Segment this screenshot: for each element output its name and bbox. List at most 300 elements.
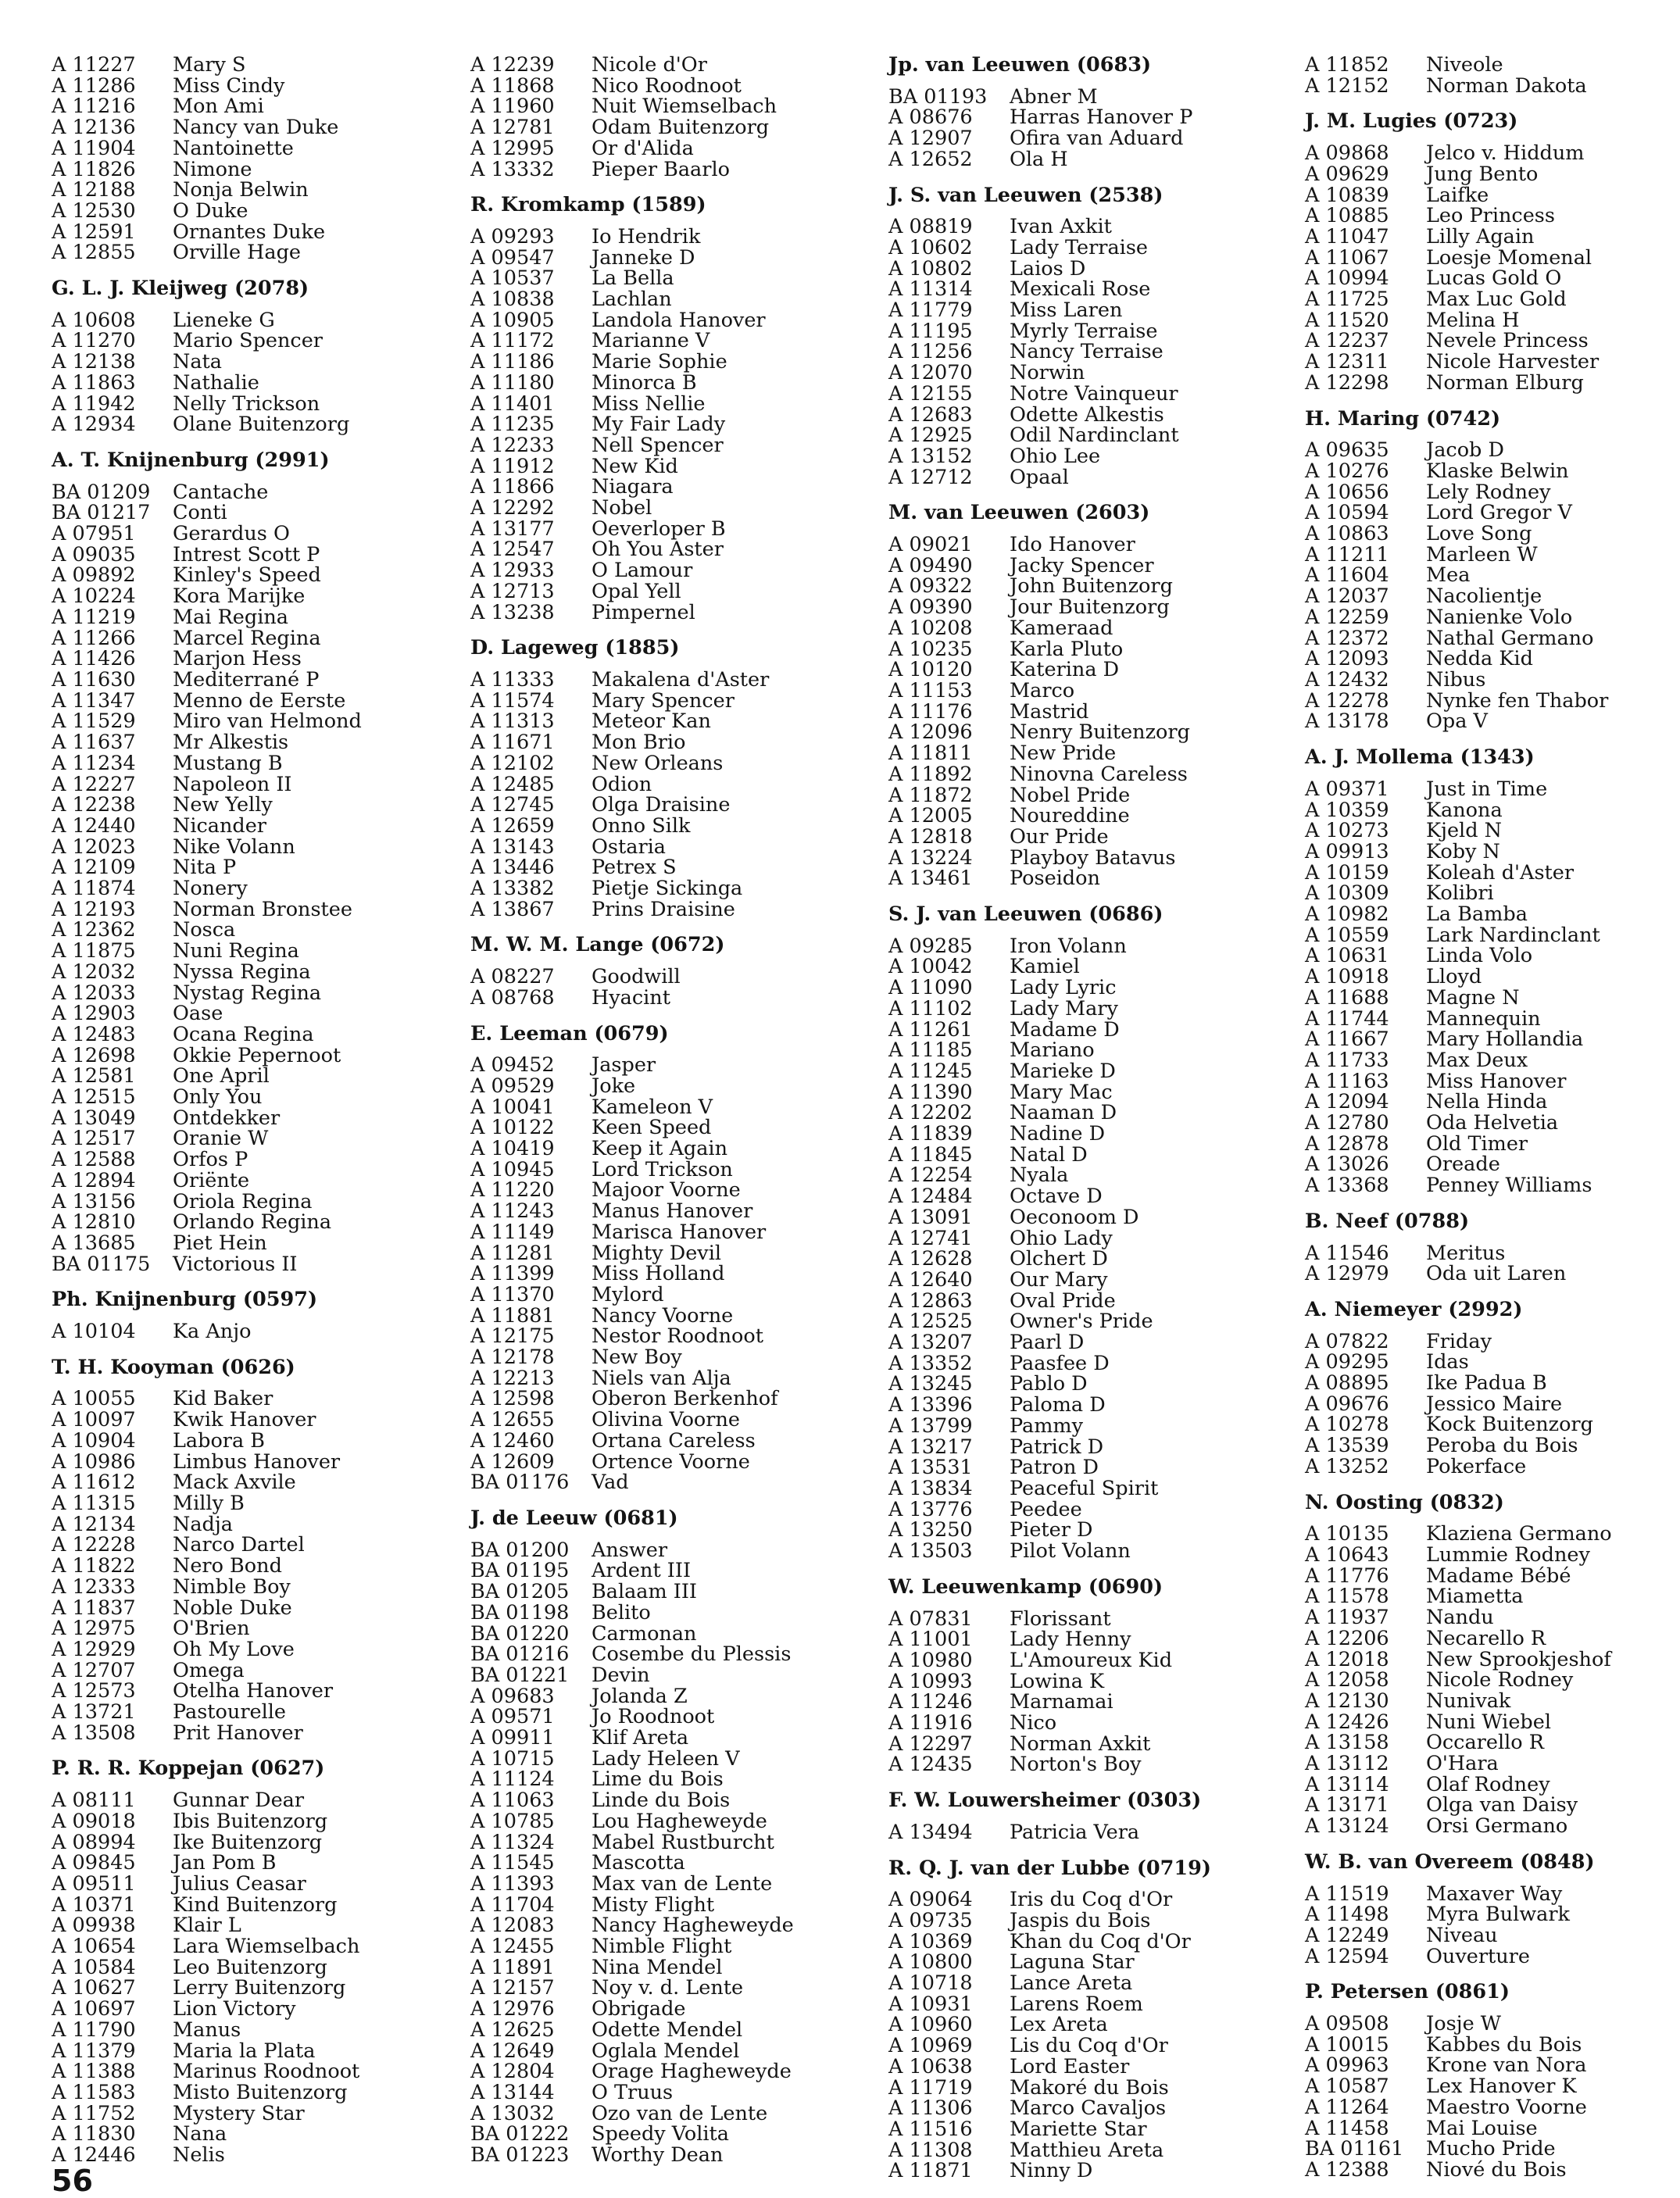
horse-name: Nimble Boy <box>173 1574 291 1599</box>
registry-entry <box>52 1871 330 1896</box>
horse-name: Madame D <box>1010 1017 1120 1042</box>
registry-entry <box>888 84 1211 109</box>
registry-entry <box>888 1267 1211 1292</box>
horse-name: O'Brien <box>173 1617 250 1641</box>
registry-entry <box>1305 143 1595 164</box>
registration-number: A 11227 <box>52 53 136 77</box>
registry-entry <box>888 1910 1211 1932</box>
registration-number: A 12206 <box>1305 1626 1389 1650</box>
horse-name: Mea <box>1426 563 1471 588</box>
horse-name: Lark Nardinclant <box>1426 923 1600 947</box>
registration-number: A 12005 <box>888 804 973 828</box>
registration-number: A 12652 <box>888 147 973 171</box>
registry-entry <box>470 498 724 519</box>
registration-number: A 11067 <box>1305 245 1389 270</box>
registration-number: A 12594 <box>1305 1944 1389 1968</box>
registry-entry <box>52 649 330 670</box>
registration-number: A 12903 <box>52 1002 136 1026</box>
registration-number: A 10802 <box>888 256 973 281</box>
registry-entry <box>888 1713 1211 1734</box>
registration-number: A 10135 <box>1305 1522 1389 1546</box>
horse-name: Friday <box>1426 1329 1492 1353</box>
registry-entry <box>888 1228 1211 1249</box>
horse-name: Ike Buitenzorg <box>173 1830 323 1854</box>
registration-number: A 12298 <box>1305 370 1389 395</box>
registry-entry <box>52 1449 341 1474</box>
registry-entry <box>52 837 330 858</box>
registry-entry <box>52 2080 348 2104</box>
horse-name: My Fair Lady <box>592 413 726 437</box>
registration-number: BA 01209 <box>52 480 151 504</box>
horse-name: Owner's Pride <box>1010 1310 1153 1334</box>
registration-number: A 12446 <box>52 2143 136 2168</box>
registration-number: A 12745 <box>470 793 555 817</box>
registry-entry <box>52 1832 330 1853</box>
registry-entry <box>888 1332 1211 1353</box>
registry-entry <box>470 857 724 878</box>
horse-name: Octave D <box>1010 1185 1103 1209</box>
horse-name: Kind Buitenzorg <box>173 1892 338 1917</box>
horse-name: Lely Rodney <box>1426 480 1551 504</box>
registration-number: A 12780 <box>1305 1111 1389 1135</box>
registry-entry <box>1305 923 1600 947</box>
registry-entry <box>888 1082 1211 1103</box>
registration-number: A 12083 <box>470 1914 555 1938</box>
horse-name: Jaspis du Bois <box>1010 1908 1151 1932</box>
registration-number: A 10918 <box>1305 965 1389 989</box>
registration-number: A 13539 <box>1305 1434 1389 1458</box>
registration-number: A 10931 <box>888 1992 973 2016</box>
registration-number: A 13503 <box>888 1539 973 1564</box>
horse-name: Mai Regina <box>173 605 288 629</box>
horse-name: Nystag Regina <box>173 981 322 1005</box>
owner-header: M. van Leeuwen (2603) <box>888 501 1150 525</box>
registration-number: BA 01161 <box>1305 2137 1404 2161</box>
registry-entry <box>888 128 1211 149</box>
registration-number: A 10224 <box>52 584 136 609</box>
registration-number: A 12440 <box>52 813 136 838</box>
registry-entry <box>470 985 724 1010</box>
horse-name: Orage Hagheweyde <box>592 2060 792 2084</box>
registry-entry <box>52 1087 330 1108</box>
registry-entry <box>1305 1373 1595 1394</box>
registry-entry <box>1305 268 1595 289</box>
registration-number: A 10055 <box>52 1387 136 1411</box>
horse-name: Nike Volann <box>173 835 295 859</box>
horse-name: Nico Roodnoot <box>592 73 742 98</box>
horse-name: Lord Gregor V <box>1426 501 1572 525</box>
horse-name: Ouverture <box>1426 1944 1530 1968</box>
registration-number: A 10994 <box>1305 266 1389 291</box>
horse-name: Labora B <box>173 1428 266 1453</box>
registry-entry <box>888 1103 1211 1124</box>
column-1 <box>52 53 362 2168</box>
registry-entry <box>52 2020 330 2041</box>
horse-name: Ocana Regina <box>173 1022 314 1046</box>
registry-entry <box>52 1976 346 2000</box>
horse-name: Petrex S <box>592 856 677 880</box>
registration-number: A 12979 <box>1305 1262 1389 1286</box>
registration-number: A 11529 <box>52 709 136 734</box>
horse-name: Pimpernel <box>592 600 695 624</box>
registry-entry <box>1305 945 1595 967</box>
registration-number: BA 01193 <box>888 84 988 109</box>
owner-header: J. de Leeuw (0681) <box>470 1506 678 1530</box>
registration-number: A 11347 <box>52 688 136 713</box>
horse-name: Milly B <box>173 1492 245 1515</box>
horse-name: Conti <box>173 501 227 525</box>
registration-number: A 09938 <box>52 1914 136 1938</box>
registration-number: A 12333 <box>52 1574 136 1599</box>
registration-number: A 10419 <box>470 1137 555 1161</box>
page-number: 56 <box>52 2164 93 2198</box>
registration-number: A 11211 <box>1305 542 1389 566</box>
registry-entry <box>470 2039 740 2063</box>
horse-name: Norwin <box>1010 361 1085 385</box>
registration-number: A 09892 <box>52 563 136 588</box>
horse-name: Norman Dakota <box>1426 73 1587 98</box>
horse-name: Harras Hanover P <box>1010 105 1193 130</box>
horse-name: Nanienke Volo <box>1426 605 1573 629</box>
registration-number: A 13143 <box>470 835 555 859</box>
registry-entry <box>52 1790 330 1811</box>
horse-name: Napoleon II <box>173 772 292 796</box>
registration-number: A 12228 <box>52 1533 136 1557</box>
registry-entry <box>888 743 1211 764</box>
registration-number: A 09676 <box>1305 1392 1389 1416</box>
registry-entry <box>888 764 1211 785</box>
horse-name: Joke <box>592 1074 636 1098</box>
registry-entry <box>52 1233 330 1254</box>
registration-number: A 13834 <box>888 1477 973 1500</box>
registry-entry <box>888 845 1211 870</box>
registration-number: A 12741 <box>888 1226 973 1250</box>
registry-entry <box>470 350 727 374</box>
registration-number: BA 01176 <box>470 1471 570 1495</box>
owner-header: Jp. van Leeuwen (0683) <box>888 53 1152 77</box>
registry-entry <box>52 897 352 921</box>
registration-number: A 12033 <box>52 981 136 1005</box>
registration-number: A 12175 <box>470 1324 555 1349</box>
horse-name: Khan du Coq d'Or <box>1010 1929 1191 1953</box>
registration-number: A 13112 <box>1305 1752 1389 1776</box>
horse-name: Noble Duke <box>173 1596 292 1620</box>
registry-entry <box>888 1822 1211 1843</box>
registration-number: A 09735 <box>888 1908 973 1932</box>
horse-name: Marie Sophie <box>592 350 727 374</box>
horse-name: Lance Areta <box>1010 1971 1133 1996</box>
horse-name: Madame Bébé <box>1426 1564 1571 1588</box>
registration-number: A 11578 <box>1305 1585 1389 1609</box>
registry-entry <box>470 581 724 602</box>
registration-number: A 13721 <box>52 1700 136 1724</box>
registration-number: A 12804 <box>470 2060 555 2084</box>
horse-name: Norton's Boy <box>1010 1753 1142 1777</box>
registry-entry <box>1305 164 1595 185</box>
registration-number: A 12096 <box>888 720 973 745</box>
horse-name: Ohio Lee <box>1010 444 1101 468</box>
horse-name: Julius Ceasar <box>173 1871 306 1896</box>
registry-entry <box>470 539 724 560</box>
registration-number: A 12934 <box>52 413 136 437</box>
registry-entry <box>52 1598 330 1619</box>
registry-entry <box>470 711 724 732</box>
registry-entry <box>470 688 735 713</box>
horse-name: Oriënte <box>173 1168 250 1192</box>
horse-name: Janneke D <box>592 245 695 270</box>
horse-name: Jasper <box>592 1053 656 1078</box>
horse-name: Kabbes du Bois <box>1426 2032 1582 2057</box>
registry-entry <box>888 1416 1211 1437</box>
registration-number: A 13776 <box>888 1497 973 1521</box>
horse-name: Magne N <box>1426 985 1520 1010</box>
registration-number: A 11370 <box>470 1282 555 1306</box>
horse-name: Lady Terraise <box>1010 235 1149 259</box>
registration-number: A 12155 <box>888 381 973 406</box>
horse-name: Mabel Rustburcht <box>592 1830 774 1854</box>
registration-number: A 11519 <box>1305 1882 1389 1906</box>
registration-number: A 11516 <box>888 2117 973 2141</box>
horse-name: Manus Hanover <box>592 1199 753 1224</box>
registration-number: A 12659 <box>470 813 555 838</box>
horse-name: Peroba du Bois <box>1426 1434 1578 1458</box>
horse-name: Worthy Dean <box>592 2143 724 2168</box>
registration-number: A 13368 <box>1305 1174 1389 1198</box>
registry-entry <box>470 1324 763 1349</box>
horse-name: Nuni Regina <box>173 939 299 963</box>
registration-number: A 12278 <box>1305 688 1389 713</box>
registration-number: A 11845 <box>888 1142 973 1167</box>
registry-entry <box>1305 1628 1595 1649</box>
registration-number: A 11243 <box>470 1199 555 1224</box>
registration-number: A 12609 <box>470 1449 555 1474</box>
registration-number: A 10643 <box>1305 1543 1389 1567</box>
horse-name: Lou Hagheweyde <box>592 1809 767 1833</box>
horse-name: Linda Volo <box>1426 944 1533 968</box>
registry-entry <box>888 1186 1211 1207</box>
horse-name: Intrest Scott P <box>173 542 320 566</box>
registration-number: BA 01222 <box>470 2122 570 2146</box>
registration-number: BA 01195 <box>470 1559 570 1583</box>
registration-number: A 13032 <box>470 2101 555 2125</box>
registration-number: A 11246 <box>888 1690 973 1714</box>
horse-name: Nicander <box>173 813 266 838</box>
registration-number: A 12249 <box>1305 1923 1389 1947</box>
registration-number: A 11719 <box>888 2075 973 2100</box>
horse-name: New Pride <box>1010 742 1117 766</box>
registration-number: A 11892 <box>888 762 973 786</box>
horse-name: Oase <box>173 1002 223 1026</box>
registry-entry <box>470 1789 731 1813</box>
owner-header: W. Leeuwenkamp (0690) <box>888 1574 1163 1599</box>
registration-number: A 09035 <box>52 542 136 566</box>
horse-name: Lady Lyric <box>1010 976 1117 1000</box>
horse-name: Poseidon <box>1010 867 1100 891</box>
registry-entry <box>470 1199 753 1224</box>
registration-number: A 09845 <box>52 1851 136 1875</box>
registry-entry <box>470 1746 740 1771</box>
horse-name: Nicole Harvester <box>1426 350 1600 374</box>
registry-entry <box>52 813 330 838</box>
registry-entry <box>888 576 1211 597</box>
registry-entry <box>52 1189 330 1213</box>
registry-entry <box>52 1556 330 1577</box>
registration-number: A 11245 <box>888 1059 973 1083</box>
registry-entry <box>52 1723 330 1744</box>
horse-name: Olga Draisine <box>592 793 731 817</box>
registry-entry <box>470 391 724 416</box>
registry-entry <box>470 1871 773 1896</box>
owner-header: P. R. R. Koppejan (0627) <box>52 1757 325 1781</box>
registration-number: A 11872 <box>888 783 973 807</box>
registration-number: A 09963 <box>1305 2053 1389 2078</box>
registration-number: A 13207 <box>888 1331 973 1355</box>
registry-entry <box>470 245 724 270</box>
registration-number: A 11315 <box>52 1492 136 1515</box>
registry-entry <box>888 1311 1211 1332</box>
registration-number: A 09529 <box>470 1074 555 1098</box>
horse-name: Kjeld N <box>1426 819 1502 843</box>
registry-entry <box>52 2041 330 2062</box>
registry-entry <box>470 1366 731 1390</box>
registry-entry <box>888 2054 1211 2078</box>
registration-number: A 13026 <box>1305 1153 1389 1177</box>
horse-name: Jour Buitenzorg <box>1010 595 1170 620</box>
horse-name: Pastourelle <box>173 1700 287 1724</box>
registration-number: A 12976 <box>470 1997 555 2021</box>
registry-entry <box>1305 502 1595 524</box>
horse-name: Nella Hinda <box>1426 1090 1548 1114</box>
registry-entry <box>470 73 742 98</box>
registration-number: A 13799 <box>888 1414 973 1438</box>
registry-entry <box>52 1170 330 1192</box>
horse-name: Kock Buitenzorg <box>1426 1413 1593 1437</box>
registration-number: A 12894 <box>52 1168 136 1192</box>
registry-entry <box>470 1600 724 1624</box>
registration-number: A 12202 <box>888 1101 973 1125</box>
registration-number: BA 01175 <box>52 1252 151 1276</box>
registry-entry <box>52 352 330 373</box>
registration-number: A 10969 <box>888 2034 973 2058</box>
registry-entry <box>52 159 330 180</box>
registry-entry <box>888 1288 1211 1313</box>
registry-entry <box>52 607 330 628</box>
registry-entry <box>470 1282 724 1306</box>
horse-name: Oh My Love <box>173 1637 295 1661</box>
horse-name: Mon Ami <box>173 95 264 119</box>
registry-entry <box>888 806 1211 827</box>
registration-number: A 11195 <box>888 319 973 343</box>
registry-entry <box>470 55 724 76</box>
horse-name: Okkie Pepernoot <box>173 1043 341 1067</box>
registry-entry <box>470 967 724 988</box>
horse-name: Mai Louise <box>1426 2116 1538 2140</box>
horse-name: Miss Laren <box>1010 298 1123 323</box>
horse-name: Only You <box>173 1085 263 1110</box>
horse-name: Mariette Star <box>1010 2117 1147 2141</box>
registry-entry <box>888 235 1211 259</box>
horse-name: Norman Bronstee <box>173 897 352 921</box>
horse-name: Nana <box>173 2122 227 2146</box>
registration-number: A 09293 <box>470 224 555 248</box>
registration-number: A 12628 <box>888 1247 973 1271</box>
registration-number: A 13158 <box>1305 1731 1389 1755</box>
horse-name: Mylord <box>592 1282 664 1306</box>
registration-number: A 10839 <box>1305 183 1389 207</box>
registration-number: A 10208 <box>888 616 973 640</box>
horse-name: Norman Elburg <box>1426 370 1584 395</box>
registry-entry <box>52 941 330 962</box>
horse-name: Makalena d'Aster <box>592 667 770 692</box>
horse-name: Ibis Buitenzorg <box>173 1809 328 1833</box>
horse-name: O Duke <box>173 198 248 223</box>
horse-name: Ola H <box>1010 147 1068 171</box>
horse-name: Kid Baker <box>173 1387 273 1411</box>
registration-number: A 10718 <box>888 1971 973 1996</box>
registry-entry <box>888 1040 1211 1061</box>
registration-number: A 11001 <box>888 1628 973 1652</box>
horse-name: Marcel Regina <box>173 626 321 650</box>
registry-entry <box>52 1212 330 1233</box>
horse-name: Lady Mary <box>1010 996 1118 1020</box>
horse-name: Noy v. d. Lente <box>592 1976 744 2000</box>
registration-number: A 12372 <box>1305 626 1389 650</box>
registry-entry <box>470 456 724 477</box>
registration-number: A 10042 <box>888 955 973 979</box>
registration-number: A 09911 <box>470 1726 555 1750</box>
registry-entry <box>52 2060 360 2084</box>
registration-number: BA 01217 <box>52 501 151 525</box>
registration-number: A 12995 <box>470 136 555 160</box>
registration-number: A 12102 <box>470 751 555 775</box>
registration-number: BA 01221 <box>470 1663 570 1687</box>
horse-name: Gerardus O <box>173 522 290 546</box>
registry-entry <box>1305 370 1595 395</box>
horse-name: Odette Alkestis <box>1010 402 1164 427</box>
registry-entry <box>470 1408 740 1432</box>
horse-name: Patrick D <box>1010 1435 1104 1459</box>
registration-number: A 10800 <box>888 1950 973 1975</box>
registration-number: A 10369 <box>888 1929 973 1953</box>
horse-name: Lis du Coq d'Or <box>1010 2034 1168 2058</box>
owner-header: J. S. van Leeuwen (2538) <box>888 183 1163 207</box>
registry-entry <box>888 321 1211 342</box>
registry-entry <box>888 467 1211 488</box>
registry-entry <box>52 857 330 878</box>
horse-name: Nonery <box>173 877 248 901</box>
registry-entry <box>470 1178 741 1203</box>
horse-name: Io Hendrik <box>592 224 701 248</box>
registry-entry <box>470 1263 724 1285</box>
registry-entry <box>470 602 724 624</box>
registration-number: A 07951 <box>52 522 136 546</box>
owner-header: N. Oosting (0832) <box>1305 1490 1504 1514</box>
column-2 <box>470 53 794 2168</box>
horse-name: Devin <box>592 1663 650 1687</box>
horse-name: Nimble Flight <box>592 1935 732 1959</box>
horse-name: Ido Hanover <box>1010 533 1135 557</box>
registration-number: A 13867 <box>470 897 555 921</box>
registry-entry <box>1305 289 1595 310</box>
registry-entry <box>888 1437 1211 1458</box>
registry-entry <box>1305 1774 1595 1796</box>
registry-entry <box>1305 1414 1595 1435</box>
registry-entry <box>1305 1050 1595 1071</box>
registration-number: A 11881 <box>470 1303 555 1328</box>
registry-entry <box>888 1929 1211 1953</box>
registry-entry <box>470 837 724 858</box>
registration-number: A 12094 <box>1305 1090 1389 1114</box>
